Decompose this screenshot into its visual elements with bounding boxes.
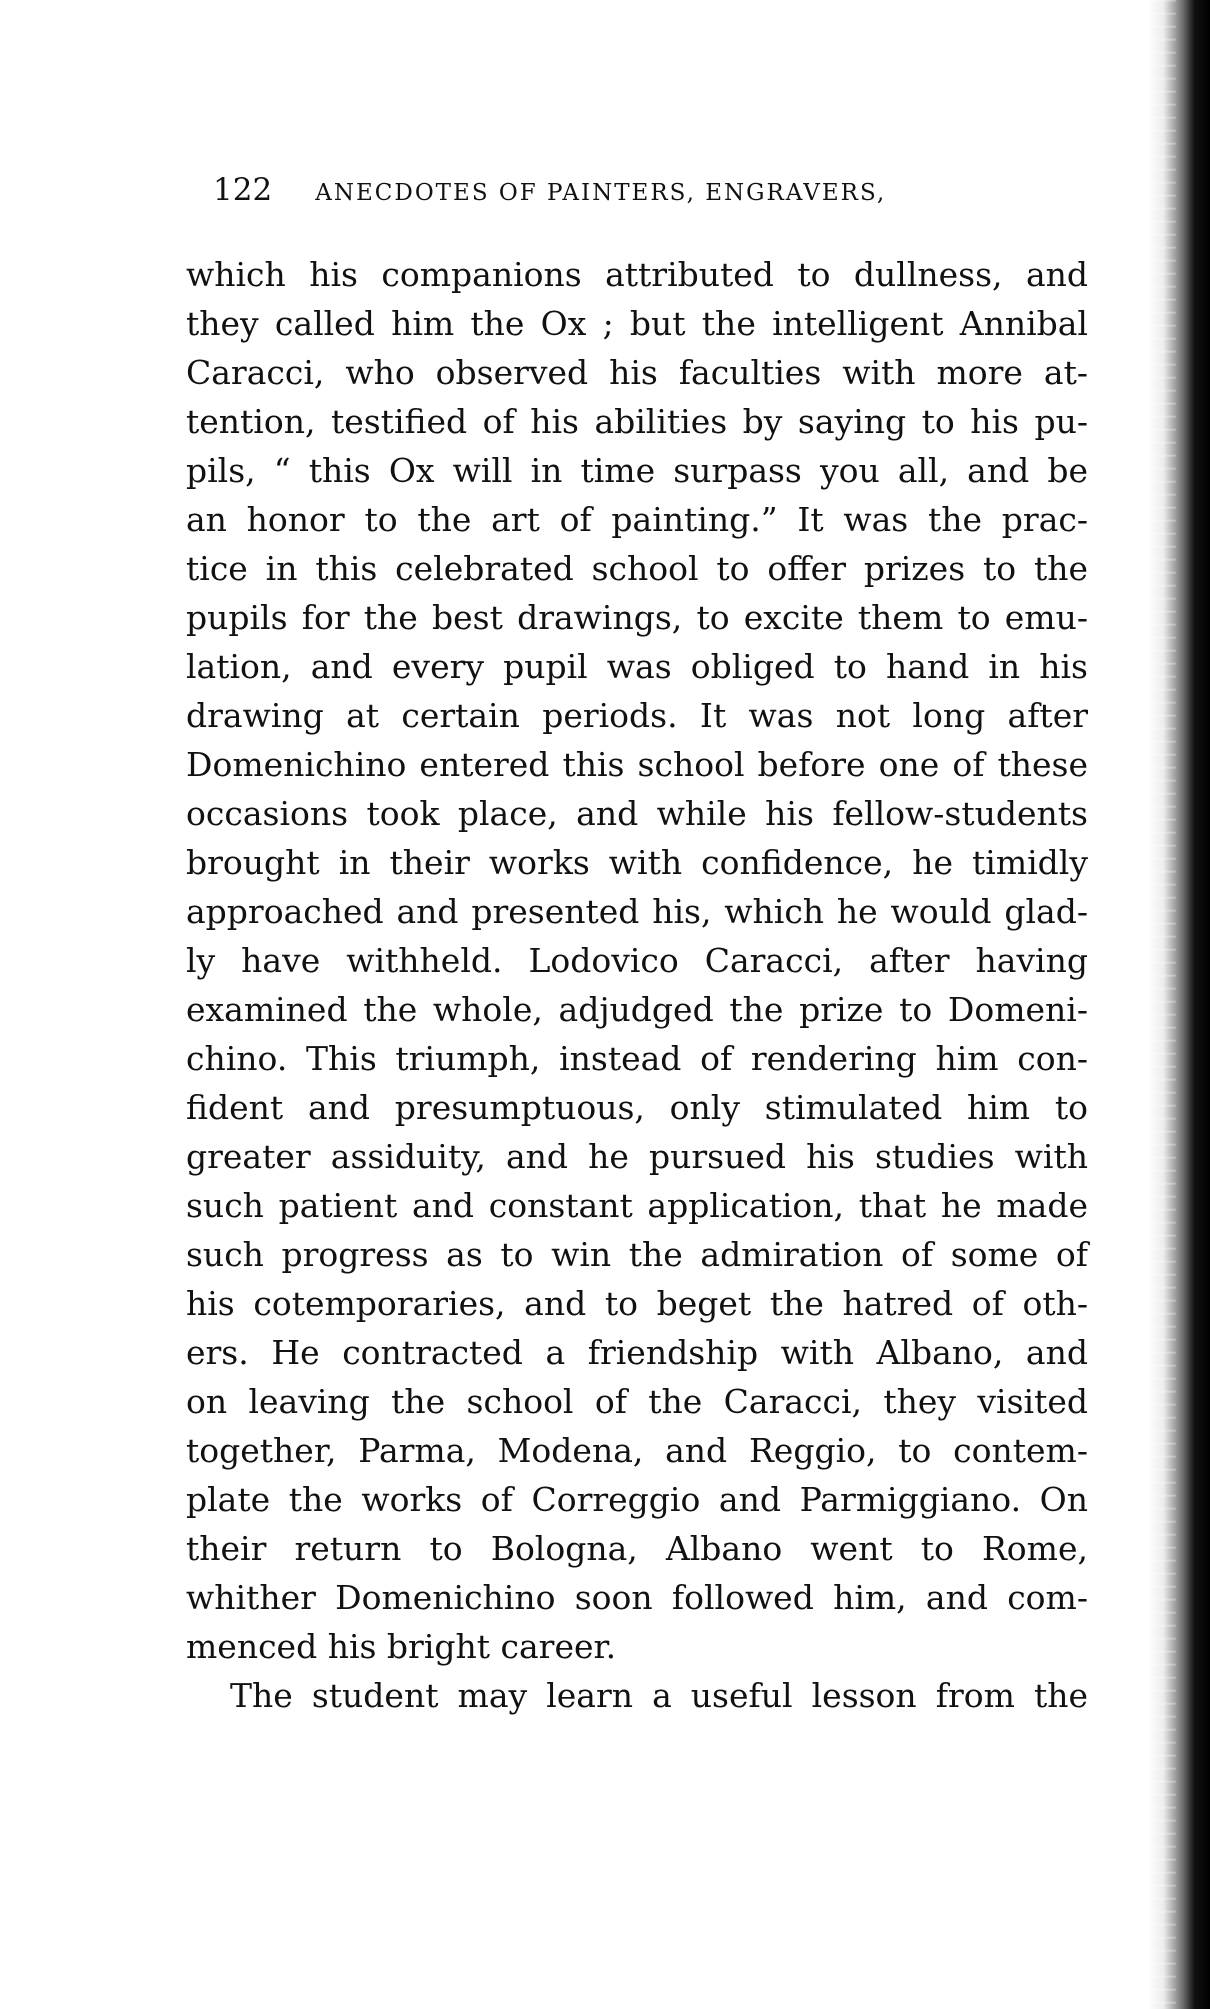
text-line: on leaving the school of the Caracci, they visited	[186, 1382, 1088, 1421]
text-line: drawing at certain periods. It was not long after	[186, 696, 1088, 735]
text-line: chino. This triumph, instead of rendering him con-	[186, 1039, 1088, 1078]
text-line: pils, “ this Ox will in time surpass you all, and be	[186, 451, 1088, 490]
text-line: an honor to the art of painting.” It was the prac-	[186, 500, 1088, 539]
text-line: plate the works of Correggio and Parmiggiano. On	[186, 1480, 1088, 1519]
text-line: whither Domenichino soon followed him, and com-	[186, 1578, 1088, 1617]
page-number: 122	[213, 172, 273, 208]
text-line: such progress as to win the admiration of some of	[186, 1235, 1088, 1274]
text-line: approached and presented his, which he would glad-	[186, 892, 1088, 931]
text-line: ers. He contracted a friendship with Albano, and	[186, 1333, 1088, 1372]
text-line: brought in their works with confidence, he timidly	[186, 843, 1088, 882]
text-line: examined the whole, adjudged the prize to Domeni-	[186, 990, 1088, 1029]
text-line: ly have withheld. Lodovico Caracci, after having	[186, 941, 1088, 980]
text-line: fident and presumptuous, only stimulated him to	[186, 1088, 1088, 1127]
body-text	[186, 250, 1088, 1720]
paragraph-start-line: The student may learn a useful lesson from the	[230, 1676, 1088, 1715]
text-line: together, Parma, Modena, and Reggio, to contem-	[186, 1431, 1088, 1470]
text-line: tention, testified of his abilities by saying to his pu-	[186, 402, 1088, 441]
text-line: occasions took place, and while his fellow-students	[186, 794, 1088, 833]
text-line: they called him the Ox ; but the intelligent Annibal	[186, 304, 1088, 343]
text-line: menced his bright career.	[186, 1627, 617, 1666]
text-line: lation, and every pupil was obliged to hand in his	[186, 647, 1088, 686]
text-line: such patient and constant application, that he made	[186, 1186, 1088, 1225]
running-head: ANECDOTES OF PAINTERS, ENGRAVERS,	[315, 180, 887, 206]
text-line: their return to Bologna, Albano went to Rome,	[186, 1529, 1088, 1568]
page-header	[213, 172, 993, 208]
text-line: his cotemporaries, and to beget the hatred of oth-	[186, 1284, 1088, 1323]
text-line: Caracci, who observed his faculties with more at-	[186, 353, 1088, 392]
text-line: pupils for the best drawings, to excite them to emu-	[186, 598, 1088, 637]
text-line: which his companions attributed to dullness, and	[186, 255, 1088, 294]
text-line: greater assiduity, and he pursued his studies with	[186, 1137, 1088, 1176]
text-line: tice in this celebrated school to offer prizes to the	[186, 549, 1088, 588]
scan-gutter-speckle	[1150, 0, 1176, 2009]
text-line: Domenichino entered this school before one of these	[186, 745, 1088, 784]
